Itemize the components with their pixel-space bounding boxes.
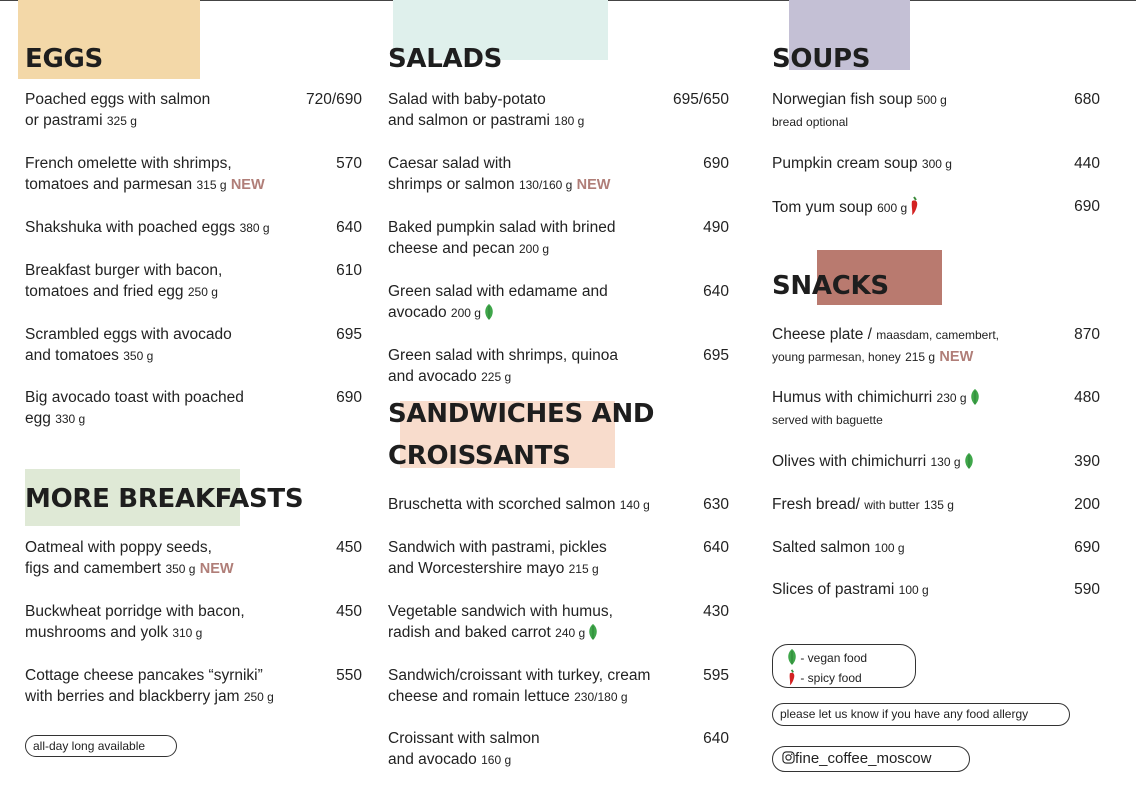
item-price: 390 [1074,453,1100,470]
menu-item [772,324,1100,368]
item-weight: 350 g [165,562,196,576]
menu-item [772,196,1100,219]
item-name: Salad with baby-potato and salmon or pastrami [388,91,550,129]
leaf-icon [964,453,974,469]
legend-spicy-row [787,668,915,688]
instagram-handle-text: fine_coffee_moscow [795,750,932,767]
new-badge: NEW [230,177,265,193]
item-name: Slices of pastrami [772,581,895,598]
item-weight: 160 g [481,753,512,767]
item-name: Vegetable sandwich with humus, radish and baked carrot [388,603,613,641]
section-title-salads: SALADS [388,44,503,74]
item-weight: 250 g [243,690,274,704]
item-note: bread optional [772,115,849,129]
item-weight: 215 g [568,562,599,576]
menu-item [388,281,729,324]
item-price: 630 [703,496,729,513]
menu-item [388,89,729,132]
section-title-snacks: SNACKS [772,271,889,301]
item-weight: 330 g [55,412,86,426]
item-name: Sandwich/croissant with turkey, cream cheese and romain lettuce [388,667,651,705]
item-weight: 180 g [554,114,585,128]
item-weight: 500 g [916,93,947,107]
legend-vegan-row [787,648,915,668]
item-weight: 215 g [905,350,936,364]
item-name: Breakfast burger with bacon, tomatoes and fried egg [25,262,223,300]
item-weight: 600 g [877,201,908,215]
item-price: 610 [336,262,362,279]
item-price: 690 [336,389,362,406]
new-badge: NEW [576,177,611,193]
item-price: 200 [1074,496,1100,513]
item-price: 570 [336,155,362,172]
item-price: 690 [1074,198,1100,215]
item-weight: 310 g [172,626,203,640]
item-name: Croissant with salmon and avocado [388,730,540,768]
item-note: served with baguette [772,413,883,427]
item-weight: 230/180 g [574,690,628,704]
item-name: Humus with chimichurri [772,389,933,406]
menu-item [772,451,1100,473]
item-price: 595 [703,667,729,684]
item-weight: 200 g [450,306,481,320]
menu-item [772,387,1100,428]
menu-item [388,217,729,260]
menu-item [25,601,362,644]
item-weight: 350 g [123,349,154,363]
menu-item [772,579,1100,601]
item-price: 590 [1074,581,1100,598]
item-weight: 230 g [936,391,967,405]
chili-icon [910,196,919,216]
item-name: Sandwich with pastrami, pickles and Worcestershire mayo [388,539,607,577]
item-weight: 140 g [619,498,650,512]
leaf-icon [588,624,598,640]
item-weight: 380 g [239,221,270,235]
menu-item [25,217,362,239]
menu-item [388,601,729,644]
item-weight: 240 g [555,626,586,640]
item-name: Big avocado toast with poached egg [25,389,244,427]
leaf-icon [484,304,494,320]
menu-item [772,153,1100,175]
item-name: Cottage cheese pancakes “syrniki” with berries and blackberry jam [25,667,263,705]
item-price: 550 [336,667,362,684]
item-name: Norwegian fish soup [772,91,913,108]
menu-item [772,537,1100,559]
instagram-handle[interactable] [772,746,970,772]
item-weight: 315 g [196,178,227,192]
chili-icon [787,669,797,686]
all-day-badge: all-day long available [25,735,177,757]
item-subtitle: with butter [864,498,920,512]
menu-item [25,537,362,580]
menu-item [388,537,729,580]
item-name: Oatmeal with poppy seeds, figs and camembert [25,539,212,577]
menu-item [25,324,362,367]
item-weight: 300 g [921,157,952,171]
item-name: Bruschetta with scorched salmon [388,496,616,513]
item-price: 640 [336,219,362,236]
item-price: 640 [703,283,729,300]
menu-item [25,153,362,196]
item-weight: 100 g [874,541,905,555]
item-price: 440 [1074,155,1100,172]
item-price: 690 [1074,539,1100,556]
menu-item [388,665,729,708]
item-name: French omelette with shrimps, tomatoes and parmesan [25,155,232,193]
item-name: Shakshuka with poached eggs [25,219,236,236]
item-name: Olives with chimichurri [772,453,927,470]
legend-box [772,644,916,688]
item-name: Pumpkin cream soup [772,155,918,172]
item-price: 720/690 [305,91,362,108]
allergy-notice: please let us know if you have any food allergy [772,703,1070,726]
item-price: 695 [336,326,362,343]
item-weight: 200 g [519,242,550,256]
item-weight: 100 g [898,583,929,597]
leaf-icon [787,649,797,665]
item-name: Baked pumpkin salad with brined cheese and pecan [388,219,616,257]
item-name: Green salad with shrimps, quinoa and avocado [388,347,619,385]
instagram-icon [782,751,795,764]
item-price: 640 [703,730,729,747]
menu-item [772,494,1100,516]
item-name: Caesar salad with shrimps or salmon [388,155,515,193]
menu-item [25,387,362,430]
section-title-sandwiches-line2: CROISSANTS [388,441,571,471]
menu-item [25,665,362,708]
menu-item [388,153,729,196]
item-price: 640 [703,539,729,556]
legend-spicy-label: - spicy food [800,671,862,685]
item-name: Poached eggs with salmon or pastrami [25,91,211,129]
item-name: Cheese plate / [772,326,872,343]
new-badge: NEW [199,561,234,577]
menu-item [25,260,362,303]
menu-item [25,89,362,132]
leaf-icon [970,389,980,405]
item-price: 450 [336,603,362,620]
item-price: 695/650 [672,91,729,108]
item-name: Buckwheat porridge with bacon, mushrooms and yolk [25,603,245,641]
section-title-soups: SOUPS [772,44,871,74]
item-price: 490 [703,219,729,236]
item-price: 870 [1074,326,1100,343]
item-price: 430 [703,603,729,620]
item-name: Tom yum soup [772,199,873,216]
menu-item [772,89,1100,130]
item-name: Fresh bread/ [772,496,860,513]
item-price: 480 [1074,389,1100,406]
item-price: 690 [703,155,729,172]
menu-item [388,494,729,516]
section-title-more-breakfasts: MORE BREAKFASTS [25,484,304,514]
item-name: Scrambled eggs with avocado and tomatoes [25,326,232,364]
menu-item [388,728,729,771]
item-price: 450 [336,539,362,556]
item-weight: 325 g [106,114,137,128]
menu-item [388,345,729,388]
legend-vegan-label: - vegan food [800,651,868,665]
new-badge: NEW [939,349,974,365]
item-price: 695 [703,347,729,364]
item-weight: 130/160 g [518,178,573,192]
item-subtitle: maasdam, camembert, young parmesan, honey [772,328,999,364]
item-price: 680 [1074,91,1100,108]
item-weight: 225 g [481,370,512,384]
section-title-eggs: EGGS [25,44,103,74]
item-weight: 130 g [930,455,961,469]
section-title-sandwiches-line1: SANDWICHES AND [388,399,655,429]
item-weight: 135 g [923,498,954,512]
item-name: Green salad with edamame and avocado [388,283,608,321]
item-name: Salted salmon [772,539,871,556]
item-weight: 250 g [187,285,218,299]
